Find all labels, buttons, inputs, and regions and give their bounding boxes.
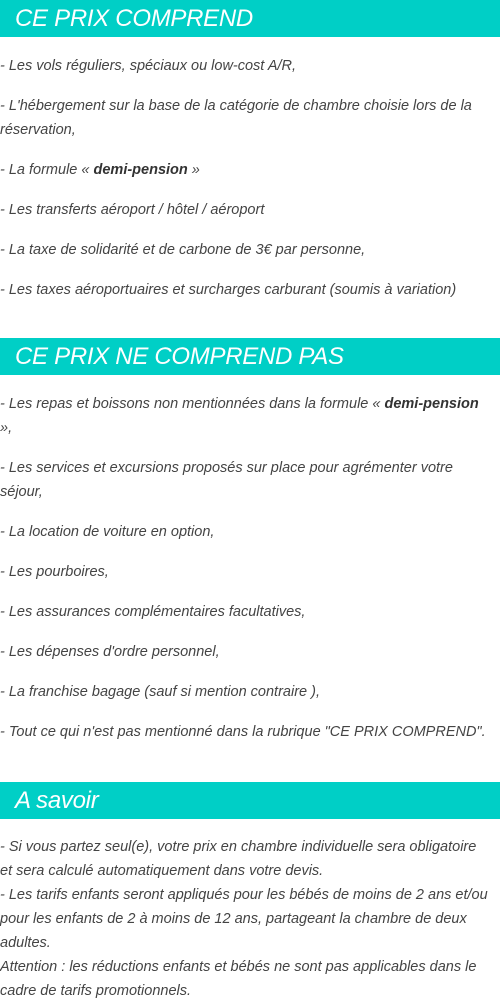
savoir-section: [0, 782, 500, 1003]
list-item: [0, 158, 500, 182]
list-item: - Les pourboires,: [0, 564, 109, 580]
savoir-line: - Si vous partez seul(e), votre prix en chambre individuelle sera obligatoire et sera calculé automatiquement dans votre devis.: [0, 839, 477, 879]
savoir-title: A savoir: [15, 786, 99, 814]
excludes-section: [0, 338, 500, 744]
item-text: - Les repas et boissons non mentionnées dans la formule «: [0, 396, 385, 412]
excludes-header: [0, 338, 500, 375]
includes-title: CE PRIX COMPREND: [15, 4, 253, 32]
savoir-line: - Les tarifs enfants seront appliqués pour les bébés de moins de 2 ans et/ou pour les enfants de 2 à moins de 12 ans, partageant la chambre de deux adultes.: [0, 887, 488, 951]
list-item: - Les dépenses d'ordre personnel,: [0, 644, 220, 660]
list-item: - La taxe de solidarité et de carbone de 3€ par personne,: [0, 242, 366, 258]
list-item: - L'hébergement sur la base de la catégorie de chambre choisie lors de la réservation,: [0, 98, 472, 138]
item-text: »,: [0, 420, 13, 436]
list-item: - Les transferts aéroport / hôtel / aéroport: [0, 202, 265, 218]
list-item: - Les services et excursions proposés sur place pour agrémenter votre séjour,: [0, 460, 453, 500]
savoir-header: [0, 782, 500, 819]
includes-list: [0, 37, 500, 302]
savoir-line: Attention : les réductions enfants et bébés ne sont pas applicables dans le cadre de tarifs promotionnels.: [0, 959, 477, 999]
list-item: - Tout ce qui n'est pas mentionné dans la rubrique "CE PRIX COMPREND".: [0, 724, 486, 740]
item-bold-text: demi-pension: [384, 396, 479, 412]
list-item: - Les taxes aéroportuaires et surcharges carburant (soumis à variation): [0, 282, 457, 298]
list-item: [0, 392, 500, 440]
list-item: - Les vols réguliers, spéciaux ou low-cost A/R,: [0, 58, 297, 74]
list-item: - Les assurances complémentaires facultatives,: [0, 604, 306, 620]
item-bold-text: demi-pension: [93, 162, 188, 178]
item-text: - La formule «: [0, 162, 94, 178]
item-text: »: [187, 162, 200, 178]
includes-section: [0, 0, 500, 302]
excludes-title: CE PRIX NE COMPREND PAS: [15, 342, 344, 370]
list-item: - La location de voiture en option,: [0, 524, 215, 540]
list-item: - La franchise bagage (sauf si mention contraire ),: [0, 684, 320, 700]
excludes-list: [0, 375, 500, 744]
includes-header: [0, 0, 500, 37]
savoir-text: [0, 819, 500, 1003]
